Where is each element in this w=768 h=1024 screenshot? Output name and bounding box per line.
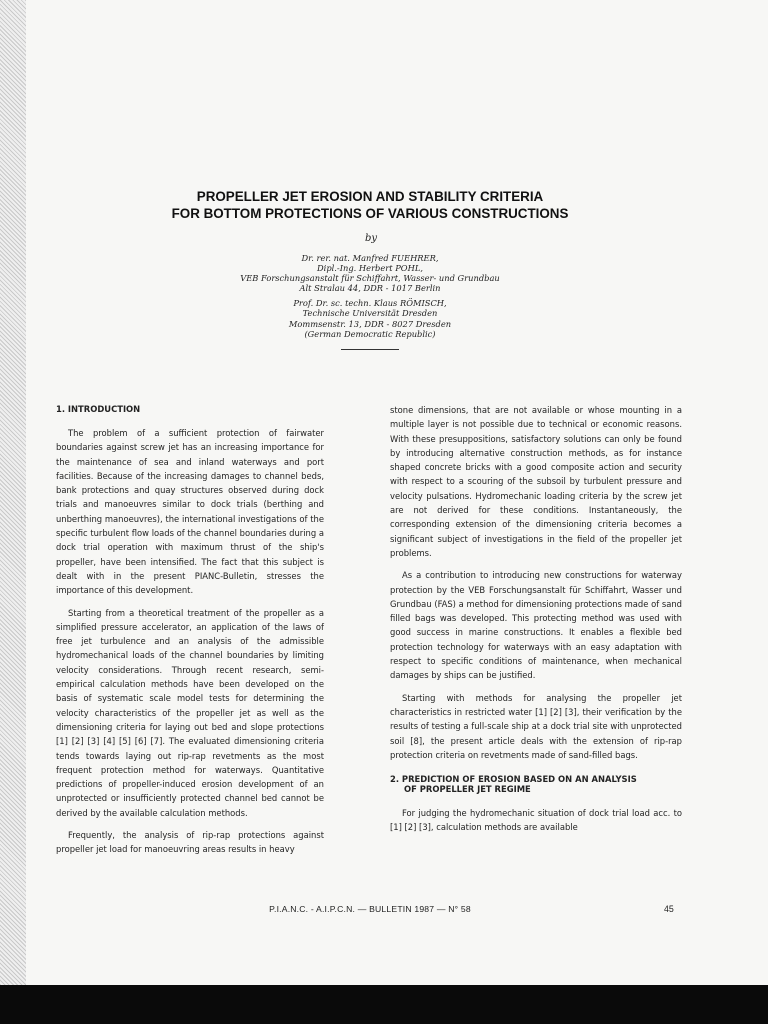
intro-paragraph-2: Starting from a theoretical treatment of the propeller as a simplified pressure accelerator, an application of the laws of free jet turbulence and an analysis of the admissible hydromechanical loads of the channel boundaries by limiting velocity considerations. Through recent research, semi-empirical calculation methods have been developed on the basis of systematic scale model tests for determining the velocity characteristics of the propeller jet as well as the dimensioning criteria for laying out bed and slope protections [1] [2] [3] [4] [5] [6] [7]. The evaluated dimensioning criteria tends towards laying out rip-rap revetments as the most frequent protection method for waterways. Quantitative predictions of propeller-induced erosion development of an unprotected or insufficiently protected channel bed cannot be derived by the available calculation methods. xyxy=(56,607,324,818)
author-block xyxy=(140,253,600,339)
section-2-heading-line-1: 2. PREDICTION OF EROSION BASED ON AN ANALYSIS xyxy=(390,774,637,785)
contribution-paragraph: As a contribution to introducing new constructions for waterway protection by the VEB Forschungsanstalt für Schiffahrt, Wasser und Grundbau (FAS) a method for dimensioning protections made of sand filled bags was developed. This protecting method was used with good success in marine constructions. It enables a flexible bed protection technology for waterways with an easy adaptation with respect to specific conditions of maintenance, when mechanical damages by ships can be justified. xyxy=(390,570,682,681)
author-affiliation-1: VEB Forschungsanstalt für Schiffahrt, Wasser- und Grundbau xyxy=(240,273,500,284)
by-line: by xyxy=(364,233,378,244)
page-number: 45 xyxy=(664,904,674,914)
author-2-name: Dipl.-Ing. Herbert POHL, xyxy=(317,263,423,274)
scan-edge xyxy=(0,0,26,985)
left-column xyxy=(56,404,324,865)
section-2-heading xyxy=(390,774,682,794)
author-1-name: Dr. rer. nat. Manfred FUEHRER, xyxy=(301,253,439,263)
author-address-2: Mommsenstr. 13, DDR - 8027 Dresden xyxy=(288,318,452,329)
section-1-heading: 1. INTRODUCTION xyxy=(56,404,141,414)
author-country: (German Democratic Republic) xyxy=(304,328,436,339)
intro-paragraph-1: The problem of a sufficient protection of fairwater boundaries against screw jet has an increasing importance for the maintenance of sea and inland waterways and port facilities. Because of the increasing damages to channel beds, bank protections and quay structures observed during dock trials and manoeuvres similar to dock trials (berthing and unberthing manoeuvres), the international investigations of the specific turbulent flow loads of the channel boundaries during a dock trial operation with maximum thrust of the ship's propeller, have been intensified. The fact that this subject is dealt with in the present PIANC-Bulletin, stresses the importance of this development. xyxy=(56,428,324,596)
bulletin-footer: P.I.A.N.C. - A.I.P.C.N. — BULLETIN 1987 — N° 58 xyxy=(269,904,471,914)
paper-title xyxy=(90,188,650,222)
section-2-heading-line-2: OF PROPELLER JET REGIME xyxy=(404,784,531,795)
author-3-name: Prof. Dr. sc. techn. Klaus RÖMISCH, xyxy=(293,298,447,309)
title-line-1: PROPELLER JET EROSION AND STABILITY CRITERIA xyxy=(196,189,544,204)
right-column xyxy=(390,403,682,843)
title-divider xyxy=(341,349,399,350)
continuation-paragraph: stone dimensions, that are not available or whose mounting in a multiple layer is not possible due to technical or economic reasons. With these presuppositions, satisfactory solutions can only be found by introducing alternative construction methods, as for instance shaped concrete bricks with a good composite action and security with respect to a scouring of the subsoil by turbulent pressure and velocity pulsations. Hydromechanic loading criteria by the screw jet are not derived for these conditions. Instantaneously, the corresponding extension of the dimensioning criteria becomes a significant subject of investigations in the field of the propeller jet problems. xyxy=(390,405,682,558)
title-line-2: FOR BOTTOM PROTECTIONS OF VARIOUS CONSTRUCTIONS xyxy=(171,206,569,221)
methods-paragraph: Starting with methods for analysing the propeller jet characteristics in restricted water [1] [2] [3], their verification by the results of testing a full-scale ship at a dock trial site with unprotected soil [8], the present article deals with the extension of rip-rap protection criteria on revetments made of sand-filled bags. xyxy=(390,692,682,760)
section-2-paragraph: For judging the hydromechanic situation of dock trial load acc. to [1] [2] [3], calculation methods are available xyxy=(390,808,682,833)
scan-bottom-edge xyxy=(0,985,768,1024)
intro-paragraph-3: Frequently, the analysis of rip-rap protections against propeller jet load for manoeuvring areas results in heavy xyxy=(56,830,324,855)
author-affiliation-2: Technische Universität Dresden xyxy=(302,308,438,319)
author-address-1: Alt Stralau 44, DDR - 1017 Berlin xyxy=(299,283,441,294)
